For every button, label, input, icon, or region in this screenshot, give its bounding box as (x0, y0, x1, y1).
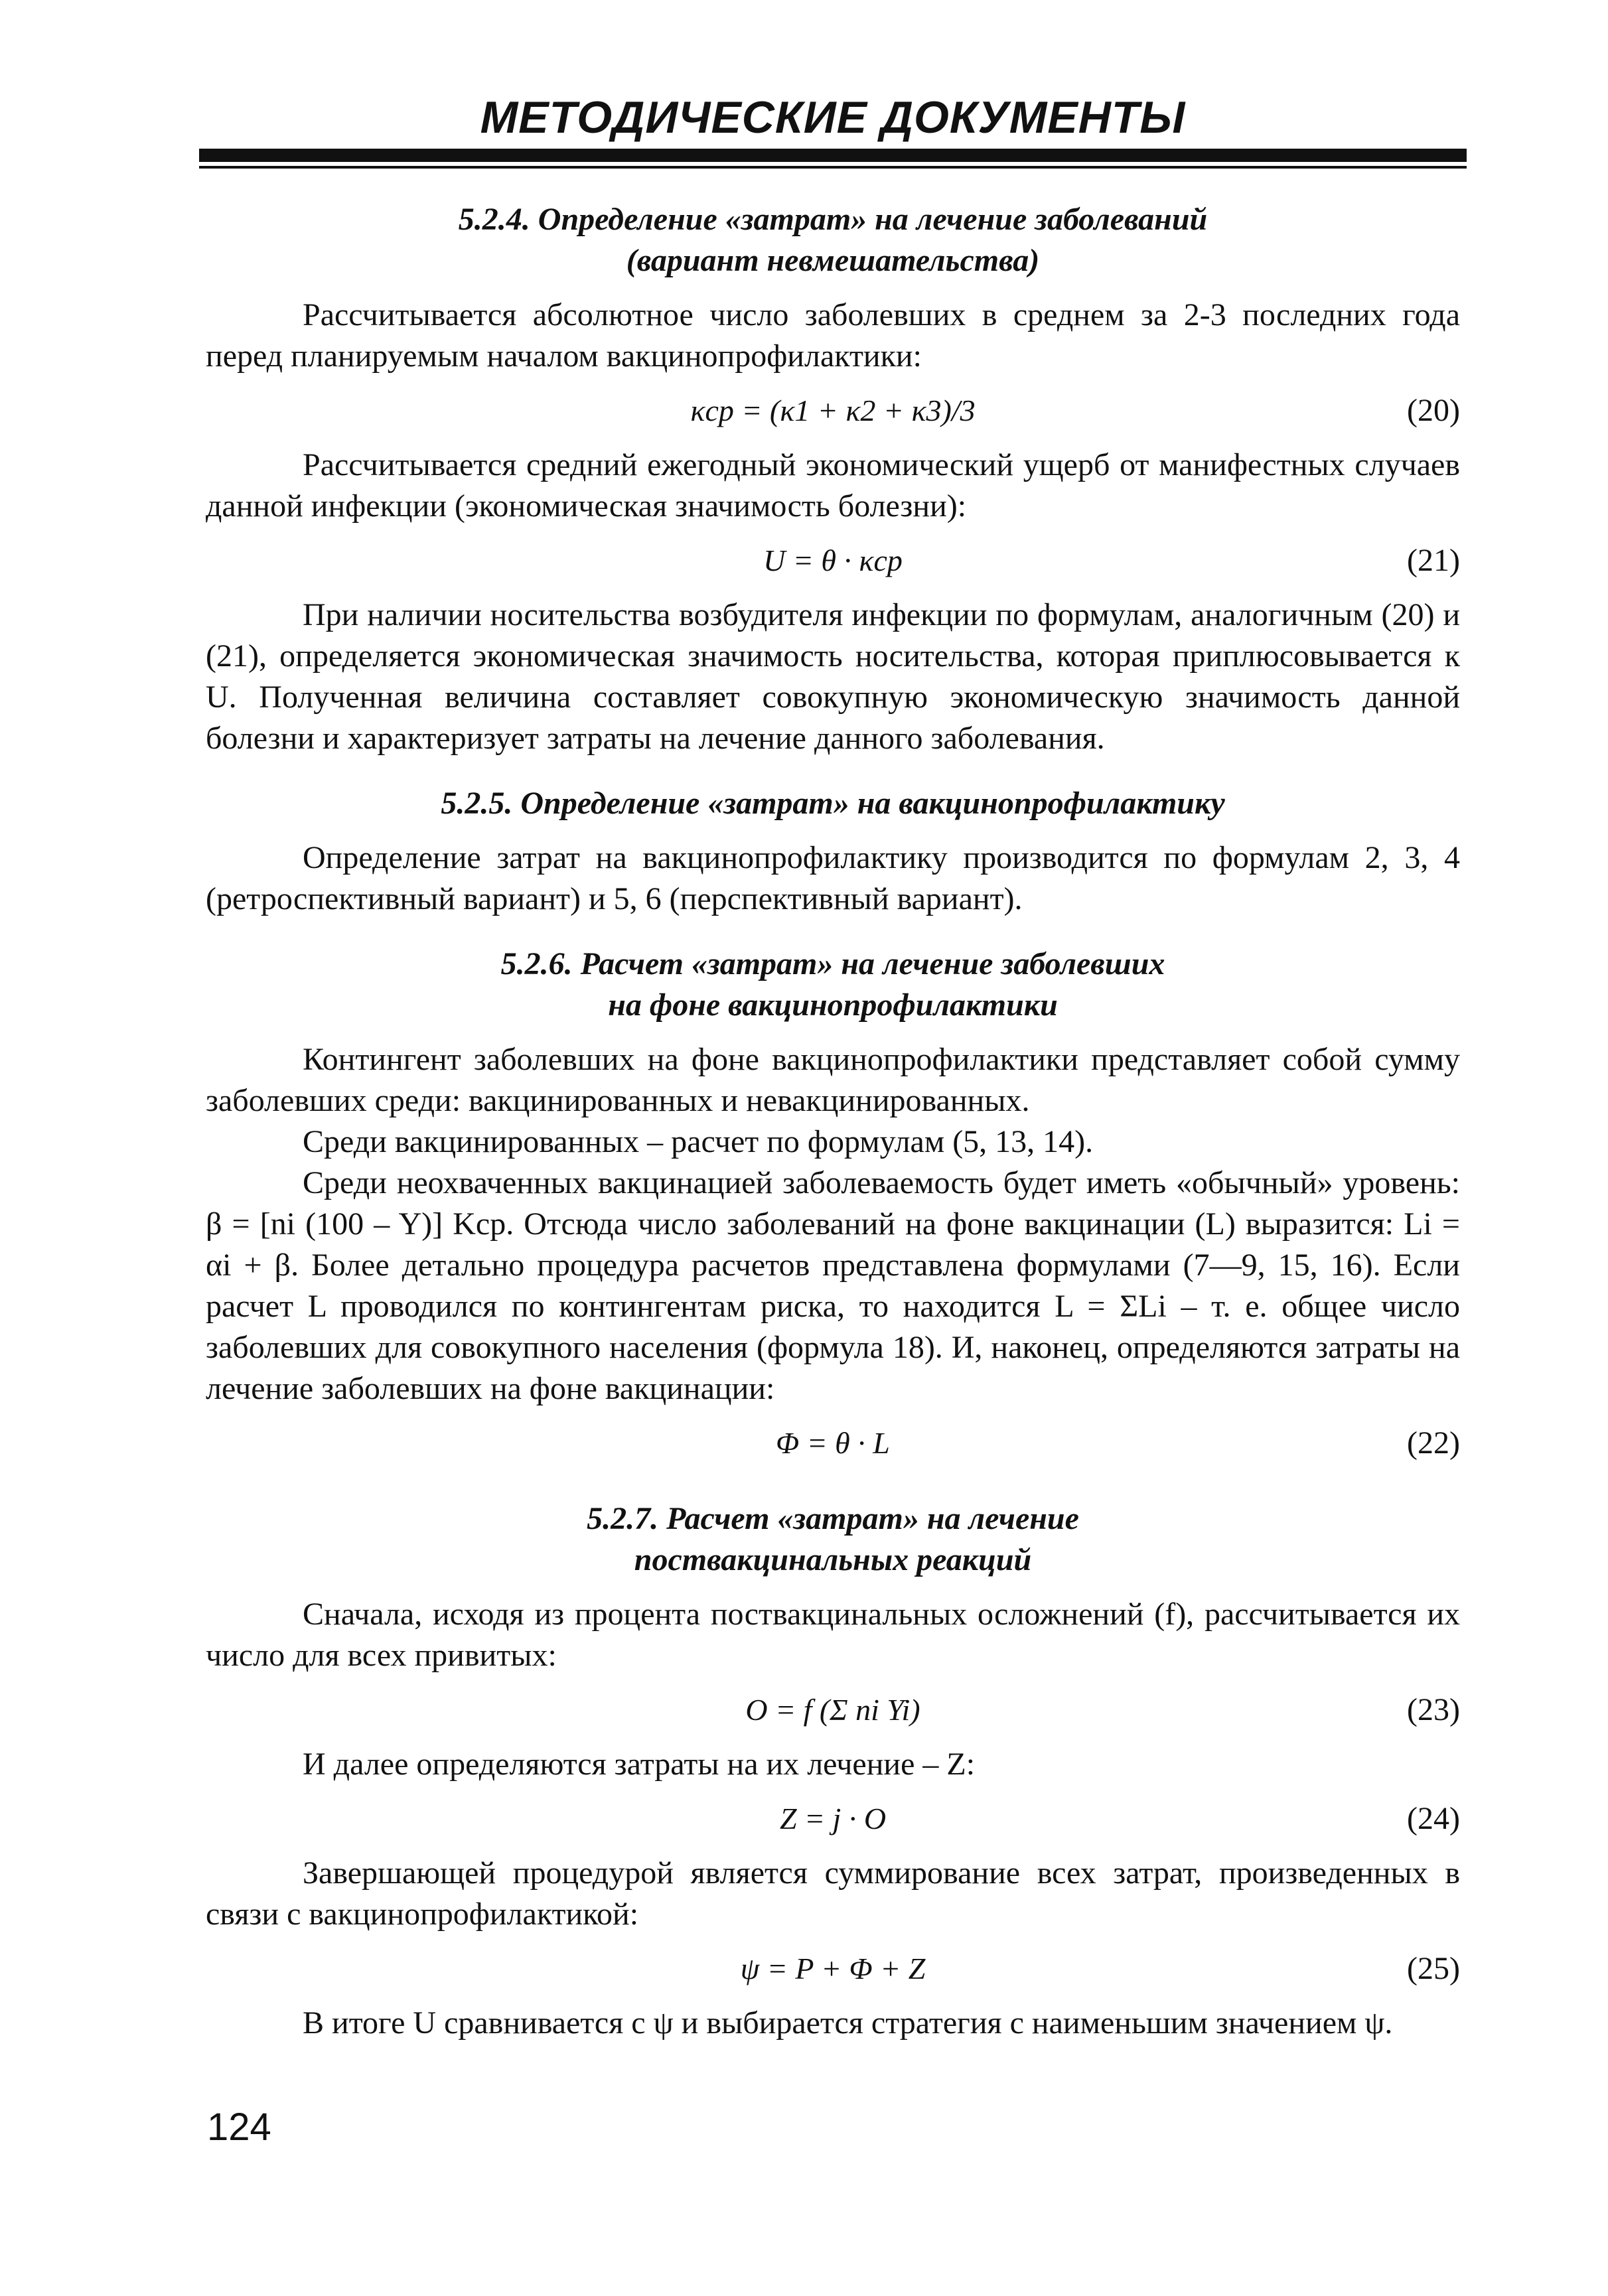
formula-expression: O = f (Σ ni Yi) (745, 1693, 920, 1727)
formula-number: (22) (1407, 1425, 1460, 1461)
section-subheading-5-2-4: (вариант невмешательства) (626, 243, 1040, 278)
formula-number: (25) (1407, 1951, 1460, 1986)
formula-23 (206, 1689, 1460, 1731)
formula-24 (206, 1798, 1460, 1839)
paragraph: Рассчитывается абсолютное число заболевших в среднем за 2-3 последних года перед планируемым началом вакцинопрофилактики: (206, 297, 1460, 374)
formula-expression: ψ = P + Φ + Z (740, 1952, 926, 1985)
paragraph: И далее определяются затраты на их лечение – Z: (303, 1747, 976, 1782)
header-rule-thick (199, 149, 1467, 162)
formula-number: (23) (1407, 1692, 1460, 1727)
section-heading-5-2-6: 5.2.6. Расчет «затрат» на лечение заболевших (500, 946, 1165, 981)
section-subheading-5-2-6: на фоне вакцинопрофилактики (608, 987, 1058, 1023)
page-number: 124 (207, 2106, 271, 2149)
section-heading-5-2-4: 5.2.4. Определение «затрат» на лечение заболеваний (458, 202, 1208, 237)
formula-expression: Z = j · O (779, 1802, 887, 1835)
formula-number: (24) (1407, 1801, 1460, 1836)
paragraph: Среди вакцинированных – расчет по формулам (5, 13, 14). (303, 1124, 1094, 1159)
formula-20 (206, 390, 1460, 431)
section-subheading-5-2-7: поствакцинальных реакций (634, 1542, 1032, 1577)
formula-25 (206, 1948, 1460, 1989)
formula-22 (206, 1423, 1460, 1464)
section-heading-5-2-7: 5.2.7. Расчет «затрат» на лечение (587, 1501, 1079, 1536)
formula-expression: Φ = θ · L (776, 1426, 890, 1460)
paragraph: Рассчитывается средний ежегодный экономический ущерб от манифестных случаев данной инфекции (экономическая значимость болезни): (206, 447, 1460, 524)
formula-21 (206, 540, 1460, 581)
section-heading-5-2-5: 5.2.5. Определение «затрат» на вакцинопрофилактику (441, 786, 1225, 821)
formula-number: (20) (1407, 393, 1460, 428)
page-body (206, 199, 1460, 2044)
paragraph: Определение затрат на вакцинопрофилактику производится по формулам 2, 3, 4 (ретроспективный вариант) и 5, 6 (перспективный вариант). (206, 840, 1460, 916)
formula-expression: U = θ · κср (763, 543, 903, 577)
paragraph: Среди неохваченных вакцинацией заболеваемость будет иметь «обычный» уровень: β = [ni (100 – Y)] Kср. Отсюда число заболеваний на фоне вакцинации (L) выразится: Li = αi + β. Более детально процедура расчетов представлена формулами (7—9, 15, 16). Если расчет L проводился по контингентам риска, то находится L = ΣLi – т. е. общее число заболевших для совокупного населения (формула 18). И, наконец, определяются затраты на лечение заболевших на фоне вакцинации: (206, 1165, 1460, 1406)
header-rule-thin (199, 166, 1467, 169)
running-header: МЕТОДИЧЕСКИЕ ДОКУМЕНТЫ (480, 92, 1186, 143)
formula-number: (21) (1407, 543, 1460, 578)
paragraph: Контингент заболевших на фоне вакцинопрофилактики представляет собой сумму заболевших среди: вакцинированных и невакцинированных. (206, 1042, 1460, 1118)
paragraph: Сначала, исходя из процента поствакцинальных осложнений (f), рассчитывается их число для всех привитых: (206, 1597, 1460, 1673)
formula-expression: κср = (κ1 + κ2 + κ3)/3 (690, 394, 976, 427)
paragraph: При наличии носительства возбудителя инфекции по формулам, аналогичным (20) и (21), определяется экономическая значимость носительства, которая приплюсовывается к U. Полученная величина составляет совокупную экономическую значимость данной болезни и характеризует затраты на лечение данного заболевания. (206, 597, 1460, 756)
paragraph: Завершающей процедурой является суммирование всех затрат, произведенных в связи с вакцинопрофилактикой: (206, 1855, 1460, 1932)
paragraph: В итоге U сравнивается с ψ и выбирается стратегия с наименьшим значением ψ. (303, 2005, 1393, 2041)
